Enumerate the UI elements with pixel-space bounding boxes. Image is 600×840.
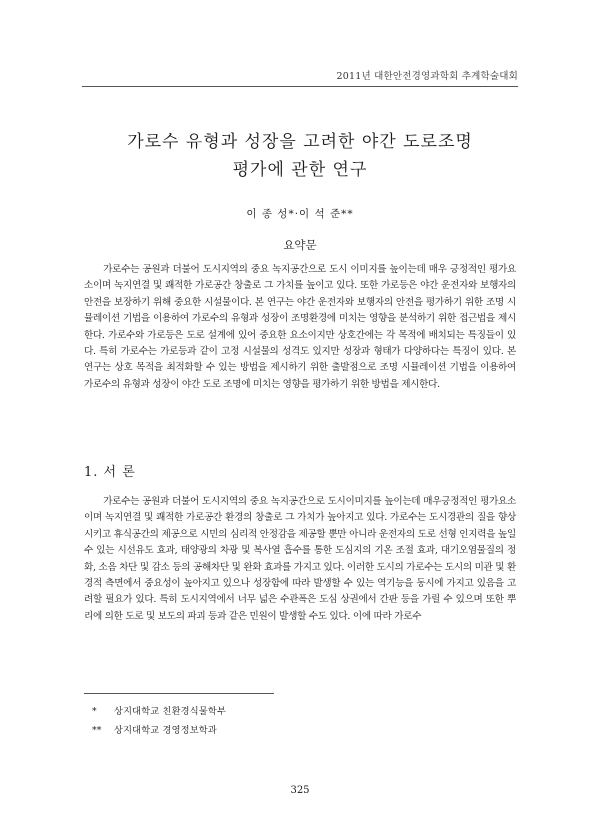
header-rule [82, 86, 518, 87]
abstract-heading: 요약문 [283, 238, 317, 252]
footnote-text: 상지대학교 경영정보학과 [114, 725, 217, 736]
footnote-marker: ** [92, 725, 102, 736]
running-header: 2011년 대한안전경영과학회 추계학술대회 [336, 71, 518, 82]
footnote-affiliation-2 [92, 722, 217, 736]
introduction-text: 가로수는 공원과 더불어 도시지역의 중요 녹지공간으로 도시이미지를 높이는데 매우긍정적인 평가요소이며 녹지연결 및 쾌적한 가로공간 환경의 창출로 그 가치가 높아지고 있다. 가로수는 도시경관의 질을 향상시키고 휴식공간의 제공으로 시민의 심리적 안정감을 제공할 뿐만 아니라 운전자의 도로 선형 인지력을 높일 수 있는 시선유도 효과, 태양광의 차광 및 복사열 흡수를 통한 도심지의 기온 조절 효과, 대기오염물질의 정화, 소음 차단 및 감소 등의 공해차단 및 완화 효과를 가지고 있다. 이러한 도시의 가로수는 도시의 미관 및 환경적 측면에서 중요성이 높아지고 있으나 성장함에 따라 발생할 수 있는 역기능을 동시에 가지고 있음을 고려할 필요가 있다. 특히 도시지역에서 너무 넓은 수관폭은 도심 상권에서 간판 등을 가릴 수 있으며 또한 뿌리에 의한 도로 및 보도의 파괴 등과 같은 민원이 발생할 수도 있다. 이에 따라 가로수 [84, 496, 516, 622]
abstract-text: 가로수는 공원과 더불어 도시지역의 중요 녹지공간으로 도시 이미지를 높이는데 매우 긍정적인 평가요소이며 녹지연결 및 쾌적한 가로공간 창출로 그 가치를 높이고 있다. 또한 가로등은 야간 운전자와 보행자의 안전을 보장하기 위해 중요한 시설물이다. 본 연구는 야간 운전자와 보행자의 안전을 평가하기 위한 조명 시뮬레이션 기법을 이용하여 가로수의 유형과 성장이 조명환경에 미치는 영향을 분석하기 위한 접근법을 제시한다. 가로수와 가로등은 도로 설계에 있어 중요한 요소이지만 상호간에는 각 목적에 배치되는 특징들이 있다. 특히 가로수는 가로등과 같이 고정 시설물의 성격도 있지만 성장과 형태가 다양하다는 특징이 있다. 본 연구는 상호 목적을 최적화할 수 있는 방법을 제시하기 위한 출발점으로 조명 시뮬레이션 기법을 이용하여 가로수의 유형과 성장이 야간 도로 조명에 미치는 영향을 평가하기 위한 방법을 제시한다. [84, 264, 516, 390]
footnote-marker: * [92, 706, 97, 717]
section-heading-introduction: 1. 서 론 [84, 465, 136, 480]
page-number: 325 [290, 785, 310, 796]
paper-title [82, 128, 518, 184]
title-line-2: 평가에 관한 연구 [232, 160, 368, 180]
footnote-affiliation-1 [92, 703, 226, 717]
author-list: 이 종 성*·이 석 준** [246, 208, 354, 220]
footnote-text: 상지대학교 친환경식물학부 [114, 706, 227, 717]
footnote-rule [84, 693, 274, 694]
title-line-1: 가로수 유형과 성장을 고려한 야간 도로조명 [127, 132, 473, 152]
